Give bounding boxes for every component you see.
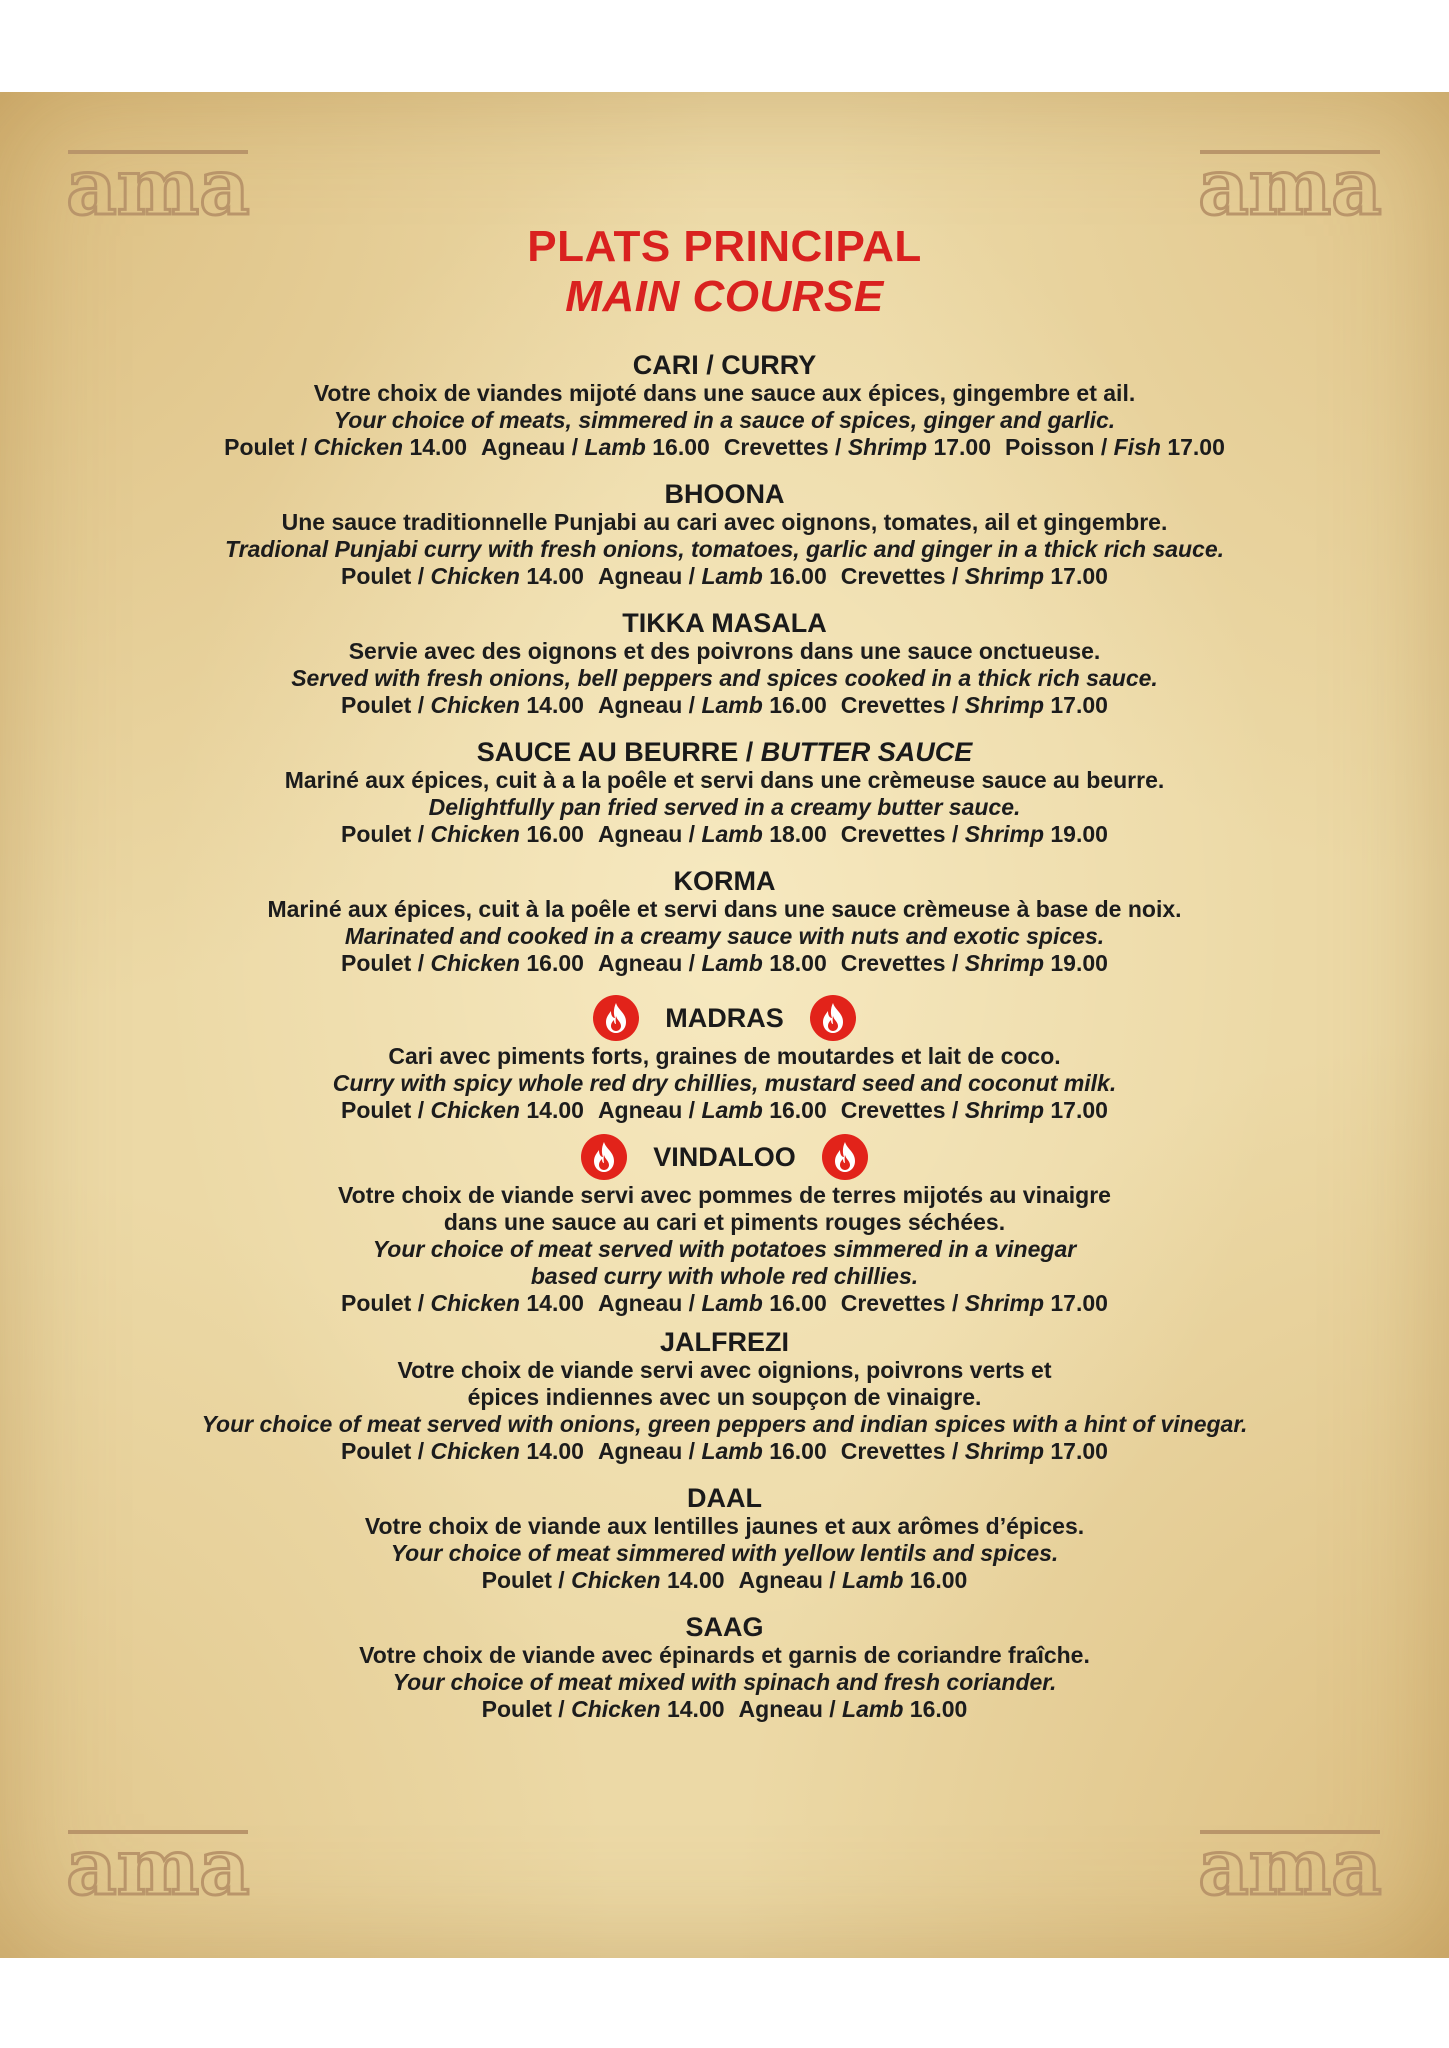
dish-korma — [60, 866, 1389, 977]
protein-english: Shrimp — [964, 1438, 1044, 1464]
flame-icon — [593, 995, 639, 1041]
price-value: 19.00 — [1050, 950, 1108, 976]
dish-saag — [60, 1612, 1389, 1723]
dish-name: DAAL — [687, 1483, 762, 1513]
description-french: Votre choix de viande aux lentilles jaunes et aux arômes d’épices. — [364, 1513, 1085, 1539]
price-line — [60, 1097, 1389, 1124]
description-french: Votre choix de viande servi avec oignions, poivrons verts et — [397, 1357, 1052, 1383]
protein-french: Poulet / — [341, 1097, 431, 1123]
protein-english: Chicken — [571, 1696, 661, 1722]
dish-jalfrezi — [60, 1327, 1389, 1465]
price-option — [1005, 434, 1225, 460]
protein-english: Lamb — [701, 821, 763, 847]
price-option — [482, 1567, 725, 1593]
price-option — [598, 821, 827, 847]
price-value: 14.00 — [526, 1290, 584, 1316]
protein-french: Agneau / — [738, 1696, 843, 1722]
menu-page — [0, 92, 1449, 1958]
protein-english: Lamb — [842, 1696, 904, 1722]
description-french: Votre choix de viande avec épinards et garnis de coriandre fraîche. — [359, 1642, 1090, 1668]
dish-title — [60, 350, 1389, 380]
description-french: Cari avec piments forts, graines de moutardes et lait de coco. — [388, 1043, 1061, 1069]
protein-french: Poulet / — [224, 434, 314, 460]
price-option — [482, 1696, 725, 1722]
protein-french: Crevettes / — [723, 434, 848, 460]
price-value: 16.00 — [909, 1567, 968, 1593]
price-option — [341, 821, 584, 847]
price-option — [739, 1567, 968, 1593]
protein-english: Shrimp — [964, 821, 1044, 847]
protein-french: Crevettes / — [840, 692, 965, 718]
description-english: Delightfully pan fried served in a creamy butter sauce. — [428, 794, 1021, 820]
heading-english: MAIN COURSE — [565, 272, 884, 321]
protein-english: Lamb — [701, 1290, 763, 1316]
protein-english: Fish — [1113, 434, 1161, 460]
dish-title — [60, 1483, 1389, 1513]
description-english: Marinated and cooked in a creamy sauce with nuts and exotic spices. — [344, 923, 1105, 949]
svg-text:ama: ama — [1198, 142, 1382, 233]
dish-vindaloo — [60, 1134, 1389, 1317]
protein-french: Agneau / — [597, 1290, 702, 1316]
protein-english: Lamb — [701, 563, 763, 589]
protein-french: Poulet / — [341, 821, 431, 847]
price-value: 17.00 — [1050, 1438, 1108, 1464]
price-option — [341, 1438, 584, 1464]
dish-title — [60, 995, 1389, 1041]
price-option — [724, 434, 991, 460]
protein-french: Agneau / — [597, 950, 702, 976]
svg-text:ama: ama — [66, 1822, 250, 1913]
protein-english: Chicken — [430, 1290, 520, 1316]
protein-french: Agneau / — [738, 1567, 843, 1593]
price-value: 14.00 — [666, 1696, 725, 1722]
price-value: 17.00 — [1167, 434, 1225, 460]
price-option — [341, 1097, 584, 1123]
description-french: dans une sauce au cari et piments rouges séchées. — [443, 1209, 1006, 1235]
price-value: 18.00 — [769, 821, 827, 847]
restaurant-logo — [1190, 1812, 1390, 1922]
protein-english: Chicken — [313, 434, 404, 460]
description-english: Served with fresh onions, bell peppers and spices cooked in a thick rich sauce. — [291, 665, 1158, 691]
price-option — [598, 1097, 827, 1123]
price-value: 14.00 — [526, 1097, 584, 1123]
protein-english: Shrimp — [964, 1290, 1044, 1316]
dish-madras — [60, 995, 1389, 1124]
protein-english: Chicken — [430, 950, 520, 976]
price-option — [598, 1290, 827, 1316]
dish-title — [60, 1612, 1389, 1642]
protein-french: Agneau / — [597, 1097, 702, 1123]
price-line — [60, 1567, 1389, 1594]
description-french: Votre choix de viandes mijoté dans une sauce aux épices, gingembre et ail. — [313, 380, 1136, 406]
description-english: Curry with spicy whole red dry chillies, mustard seed and coconut milk. — [332, 1070, 1117, 1096]
price-option — [841, 950, 1108, 976]
price-line — [60, 692, 1389, 719]
dish-name: CARI / CURRY — [632, 350, 817, 380]
price-value: 16.00 — [526, 821, 584, 847]
restaurant-logo — [58, 1812, 258, 1922]
price-value: 14.00 — [526, 1438, 584, 1464]
menu-content — [60, 222, 1389, 1741]
price-line — [60, 1290, 1389, 1317]
price-option — [598, 692, 827, 718]
price-value: 14.00 — [526, 563, 584, 589]
protein-english: Chicken — [571, 1567, 661, 1593]
protein-english: Lamb — [701, 1097, 763, 1123]
description-french: Mariné aux épices, cuit à a la poêle et servi dans une crèmeuse sauce au beurre. — [284, 767, 1165, 793]
protein-french: Poulet / — [341, 692, 431, 718]
price-option — [598, 563, 827, 589]
dish-list — [60, 350, 1389, 1723]
dish-name: MADRAS — [665, 1003, 784, 1033]
protein-english: Chicken — [430, 563, 520, 589]
price-value: 14.00 — [666, 1567, 725, 1593]
price-value: 16.00 — [652, 434, 710, 460]
protein-french: Poulet / — [481, 1696, 572, 1722]
price-value: 16.00 — [769, 1438, 827, 1464]
dish-name: VINDALOO — [653, 1142, 796, 1172]
svg-text:ama: ama — [1198, 1822, 1382, 1913]
protein-french: Agneau / — [597, 563, 702, 589]
description-french: épices indiennes avec un soupçon de vinaigre. — [467, 1384, 982, 1410]
menu-heading — [60, 222, 1389, 322]
dish-name: TIKKA MASALA — [622, 608, 827, 638]
flame-icon — [822, 1134, 868, 1180]
protein-french: Poulet / — [481, 1567, 572, 1593]
price-value: 16.00 — [769, 692, 827, 718]
dish-title — [60, 479, 1389, 509]
price-value: 19.00 — [1050, 821, 1108, 847]
price-value: 14.00 — [526, 692, 584, 718]
price-line — [60, 821, 1389, 848]
price-line — [60, 1696, 1389, 1723]
price-option — [598, 1438, 827, 1464]
protein-french: Crevettes / — [840, 950, 965, 976]
description-english: Your choice of meat served with potatoes simmered in a vinegar — [372, 1236, 1077, 1262]
protein-english: Lamb — [701, 1438, 763, 1464]
price-value: 17.00 — [1050, 1097, 1108, 1123]
dish-name-english: BUTTER SAUCE — [760, 737, 973, 767]
dish-title — [60, 1134, 1389, 1180]
dish-name: KORMA — [673, 866, 776, 896]
description-french: Votre choix de viande servi avec pommes de terres mijotés au vinaigre — [338, 1182, 1111, 1208]
description-english: Tradional Punjabi curry with fresh onions, tomatoes, garlic and ginger in a thick rich sauce. — [224, 536, 1225, 562]
price-option — [481, 434, 710, 460]
protein-french: Crevettes / — [840, 1097, 965, 1123]
description-french: Servie avec des oignons et des poivrons dans une sauce onctueuse. — [348, 638, 1101, 664]
dish-sauce-au-beurre — [60, 737, 1389, 848]
protein-english: Shrimp — [964, 1097, 1044, 1123]
protein-english: Chicken — [430, 821, 520, 847]
price-option — [841, 821, 1108, 847]
protein-english: Lamb — [584, 434, 646, 460]
dish-tikka-masala — [60, 608, 1389, 719]
dish-title — [60, 866, 1389, 896]
dish-bhoona — [60, 479, 1389, 590]
price-value: 16.00 — [769, 563, 827, 589]
protein-english: Shrimp — [964, 950, 1044, 976]
protein-english: Shrimp — [964, 692, 1044, 718]
protein-english: Chicken — [430, 1097, 520, 1123]
protein-english: Chicken — [430, 692, 520, 718]
price-line — [60, 563, 1389, 590]
price-value: 17.00 — [933, 434, 992, 460]
description-french: Mariné aux épices, cuit à la poêle et servi dans une sauce crèmeuse à base de noix. — [267, 896, 1182, 922]
protein-french: Poulet / — [341, 1438, 431, 1464]
protein-french: Crevettes / — [840, 821, 965, 847]
price-option — [841, 692, 1108, 718]
description-english: Your choice of meats, simmered in a sauce of spices, ginger and garlic. — [333, 407, 1116, 433]
protein-french: Crevettes / — [840, 1290, 965, 1316]
dish-title — [60, 1327, 1389, 1357]
price-option — [841, 1438, 1108, 1464]
protein-english: Chicken — [430, 1438, 520, 1464]
dish-name: JALFREZI — [659, 1327, 789, 1357]
price-value: 18.00 — [769, 950, 827, 976]
protein-french: Poulet / — [341, 1290, 431, 1316]
protein-french: Agneau / — [481, 434, 585, 460]
description-english: based curry with whole red chillies. — [530, 1263, 919, 1289]
price-value: 14.00 — [409, 434, 467, 460]
description-french: Une sauce traditionnelle Punjabi au cari avec oignons, tomates, ail et gingembre. — [281, 509, 1168, 535]
dish-title — [60, 608, 1389, 638]
dish-name: SAUCE AU BEURRE / — [476, 737, 761, 767]
description-english: Your choice of meat served with onions, green peppers and indian spices with a hint of vinegar. — [201, 1411, 1248, 1437]
dish-name: SAAG — [685, 1612, 764, 1642]
price-option — [841, 1290, 1108, 1316]
dish-cari-curry — [60, 350, 1389, 461]
flame-icon — [581, 1134, 627, 1180]
dish-title — [60, 737, 1389, 767]
protein-french: Poulet / — [341, 563, 431, 589]
price-value: 16.00 — [909, 1696, 968, 1722]
price-line — [60, 434, 1389, 461]
protein-english: Shrimp — [847, 434, 928, 460]
svg-text:ama: ama — [66, 142, 250, 233]
price-value: 17.00 — [1050, 563, 1108, 589]
price-value: 17.00 — [1050, 692, 1108, 718]
protein-english: Lamb — [842, 1567, 904, 1593]
price-line — [60, 1438, 1389, 1465]
protein-french: Poulet / — [341, 950, 431, 976]
price-option — [841, 563, 1108, 589]
protein-english: Lamb — [701, 950, 763, 976]
description-english: Your choice of meat simmered with yellow lentils and spices. — [390, 1540, 1059, 1566]
protein-english: Shrimp — [964, 563, 1044, 589]
price-value: 16.00 — [526, 950, 584, 976]
protein-french: Poisson / — [1005, 434, 1114, 460]
protein-french: Agneau / — [597, 1438, 702, 1464]
price-value: 16.00 — [769, 1290, 827, 1316]
heading-french: PLATS PRINCIPAL — [527, 222, 922, 271]
dish-daal — [60, 1483, 1389, 1594]
price-option — [341, 950, 584, 976]
protein-english: Lamb — [701, 692, 763, 718]
flame-icon — [810, 995, 856, 1041]
price-option — [739, 1696, 968, 1722]
protein-french: Crevettes / — [840, 1438, 965, 1464]
price-option — [598, 950, 827, 976]
dish-name: BHOONA — [664, 479, 785, 509]
price-line — [60, 950, 1389, 977]
price-option — [341, 692, 584, 718]
price-option — [224, 434, 467, 460]
description-english: Your choice of meat mixed with spinach and fresh coriander. — [392, 1669, 1057, 1695]
price-option — [341, 1290, 584, 1316]
price-option — [841, 1097, 1108, 1123]
price-value: 17.00 — [1050, 1290, 1108, 1316]
protein-french: Agneau / — [597, 692, 702, 718]
price-value: 16.00 — [769, 1097, 827, 1123]
price-option — [341, 563, 584, 589]
protein-french: Agneau / — [597, 821, 702, 847]
protein-french: Crevettes / — [840, 563, 965, 589]
